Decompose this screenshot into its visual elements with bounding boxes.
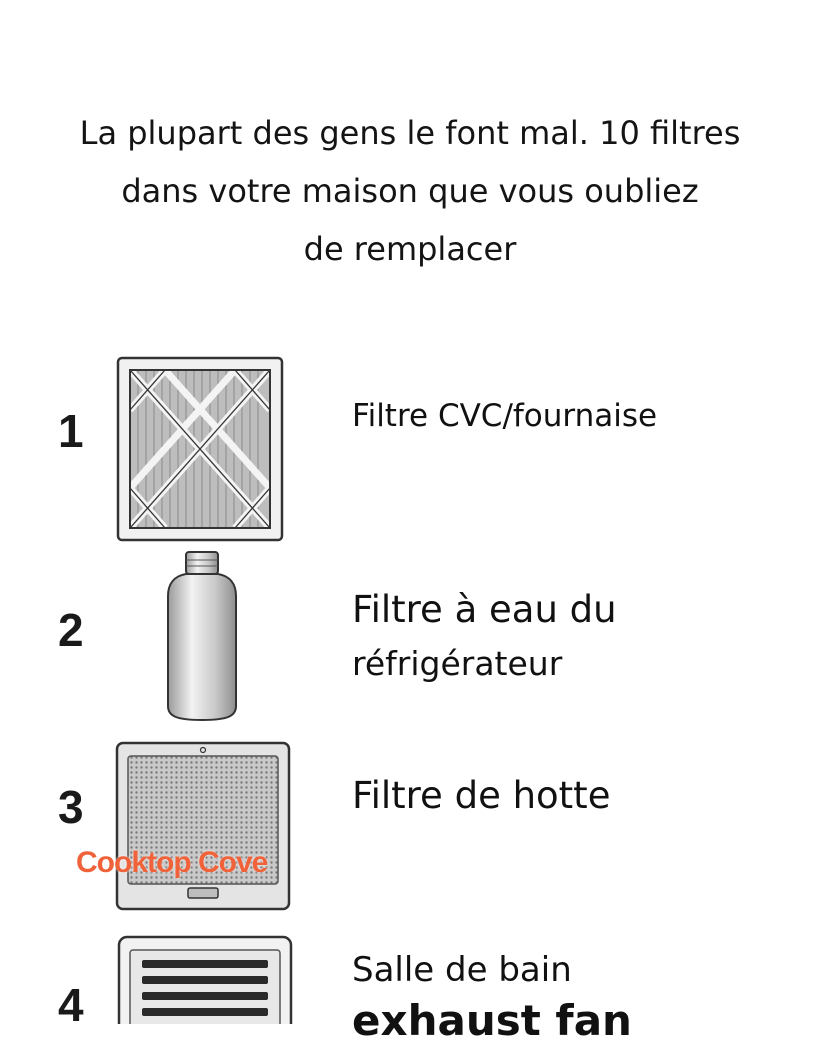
headline-line-3: de remplacer: [303, 230, 517, 268]
item-2-label-line-2: réfrigérateur: [352, 644, 563, 683]
range-hood-filter-icon: [114, 740, 292, 912]
item-3-label: Filtre de hotte: [352, 774, 611, 817]
item-2-label-line-1: Filtre à eau du: [352, 588, 617, 631]
item-4-label-line-1: Salle de bain: [352, 950, 572, 990]
headline-line-1: La plupart des gens le font mal. 10 filtres: [79, 114, 741, 152]
watermark: Cooktop Cove: [76, 846, 268, 879]
hvac-filter-icon: [114, 354, 286, 544]
headline: [40, 104, 780, 278]
item-2-number: 2: [58, 604, 84, 656]
item-3-number: 3: [58, 781, 84, 833]
water-filter-cartridge-icon: [164, 548, 240, 724]
item-1-number: 1: [58, 405, 84, 457]
item-4-number: 4: [58, 979, 84, 1031]
item-4-label-line-2: exhaust fan: [352, 996, 632, 1045]
exhaust-fan-grille-icon: [116, 934, 294, 1024]
headline-line-2: dans votre maison que vous oubliez: [121, 172, 699, 210]
item-1-label: Filtre CVC/fournaise: [352, 398, 658, 434]
